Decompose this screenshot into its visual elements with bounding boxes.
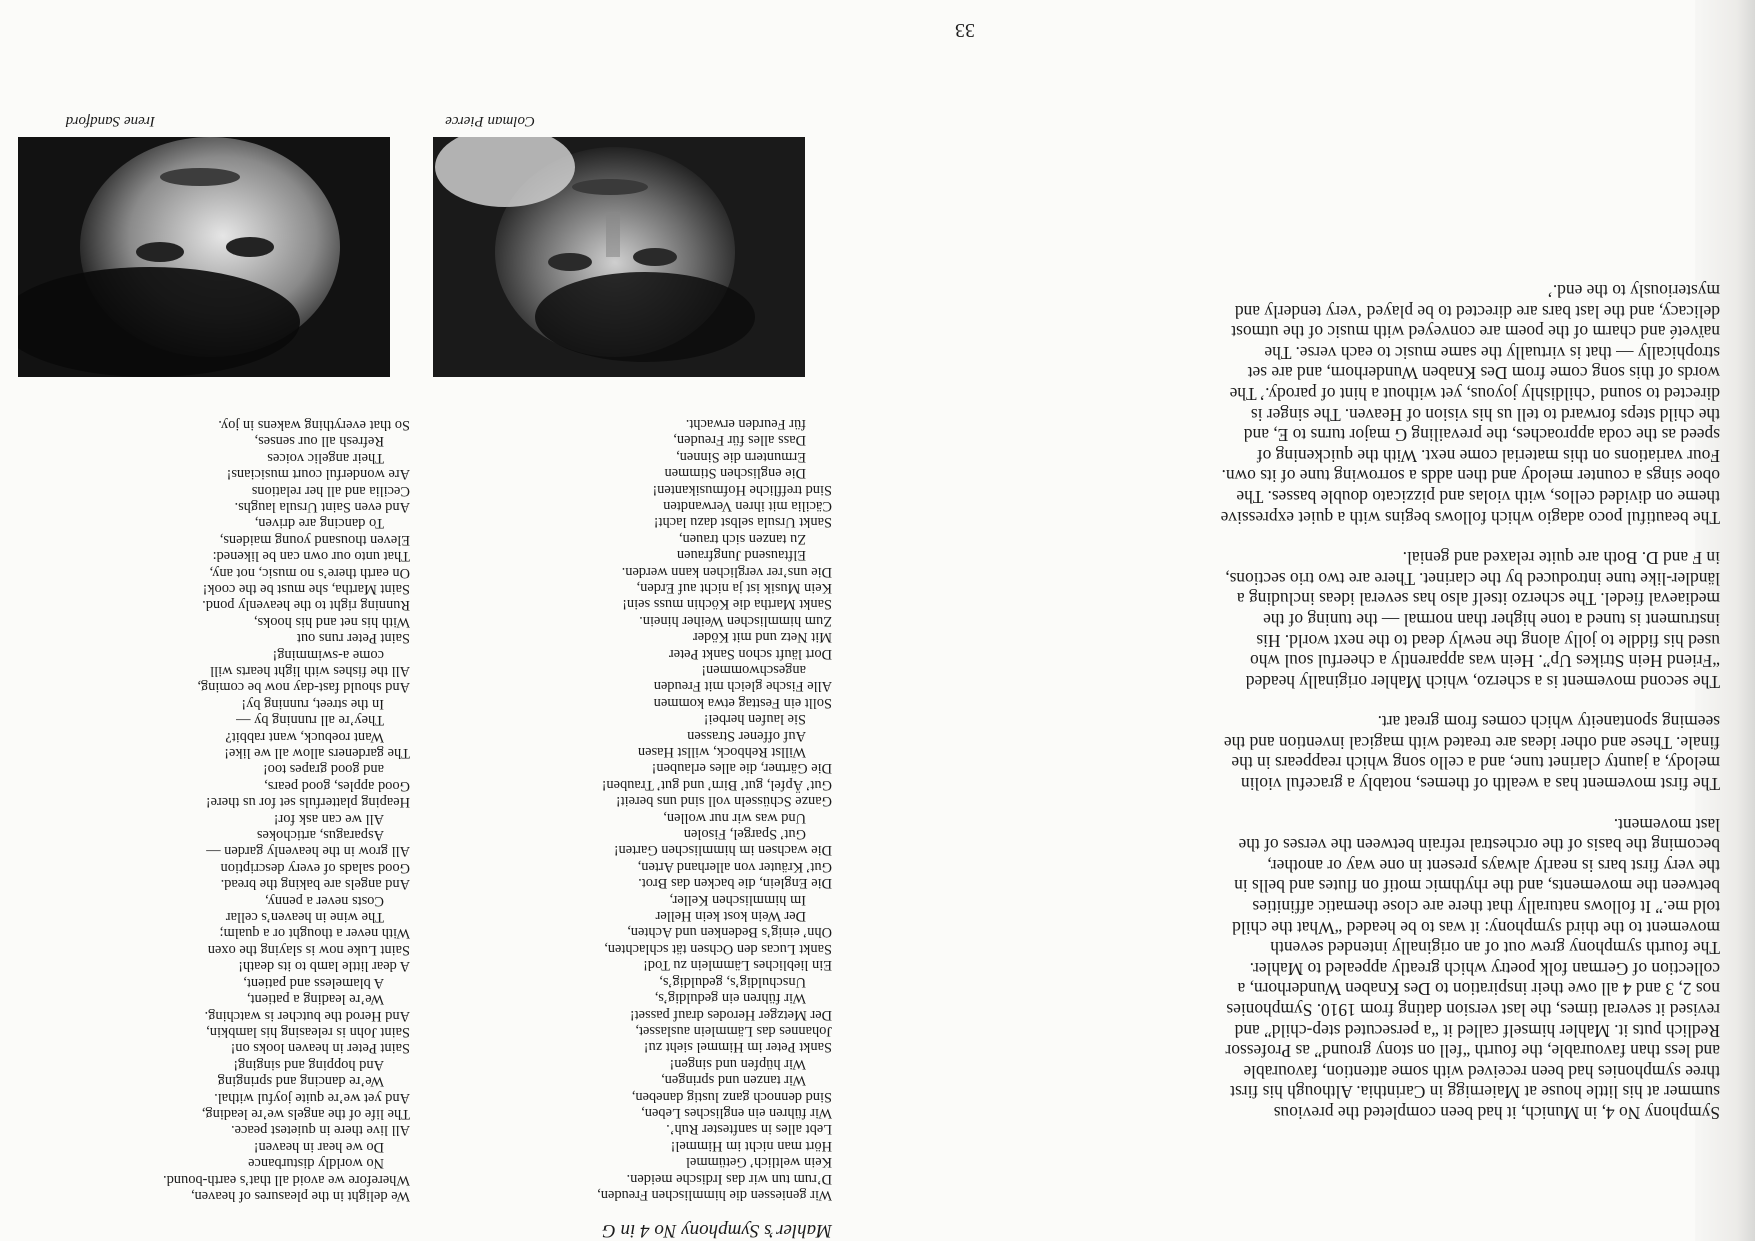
verse-line: Sind dennoch ganz lustig daneben, (631, 1088, 832, 1105)
verse-line: All live there in quietest peace. (230, 1122, 410, 1139)
verse-line: And yet we’re quite joyful withal. (214, 1089, 410, 1106)
verse-line: We’re leading a patient, (246, 991, 384, 1008)
prose-paragraph: The beautiful poco adagio which follows begins with a quiet expressive theme on divided cellos, with violas and pizzicato double basses. The oboe sings a counter melody and then adds a sorrowing tune of its own. Four variations on this material come next. With the quickening of speed as the coda approaches, the prevailing G major turns to E, and the child steps forward to tell us his vision of Heaven. The singer is directed to sound ‘childishly joyous, yet without a hint of parody.’ The words of this song come from Des Knaben Wunderhorn, and are set strophically — that is virtually the same music to each verse. The naïveté and charm of the poem are conveyed with music of the utmost delicacy, and the last bars are directed to be played ‘very tenderly and mysteriously to the end.’ (1220, 281, 1720, 528)
verse-line: Gut’ Äpfel, gut’ Birn’ und gut’ Trauben! (601, 776, 832, 793)
verse-line: Auf offener Strassen (687, 727, 806, 744)
english-verse (0, 417, 410, 1205)
verse-line: Willst Rehbock, willst Hasen (637, 744, 806, 761)
verse-line: Elftausend Jungfrauen (676, 547, 806, 564)
verse-line: And should fast-day now be coming, (197, 679, 410, 696)
verse-line: Sankt Peter im Himmel sieht zu! (643, 1039, 832, 1056)
verse-line: All we can ask for! (273, 810, 384, 827)
verse-line: Johannes das Lämmlein auslasset, (635, 1022, 832, 1039)
verse-line: für Feurden erwacht. (685, 415, 806, 432)
photo-caption: Colman Pierce (445, 113, 535, 129)
verse-line: Refresh all our senses, (254, 433, 384, 450)
verse-line: Sollt ein Festtag etwa kommen (653, 694, 832, 711)
german-lyrics (472, 416, 832, 1241)
verse-line: Running right to the heavenly pond. (202, 597, 410, 614)
verse-line: Mit Netz und mit Köder (692, 629, 832, 646)
verse-line: So that everything wakens in joy. (218, 416, 410, 433)
verse-line: Costs never a penny, (265, 892, 384, 909)
verse-line: And even Saint Ursula laughs. (234, 498, 410, 515)
verse-line: Die Englein, die backen das Brot. (638, 875, 832, 892)
verse-line: Saint Peter runs out (296, 630, 410, 647)
verse-line: Good salads of every description (220, 859, 410, 876)
verse-line: No worldly disturbance (248, 1155, 384, 1172)
verse-line: Saint Peter in heaven looks on! (230, 1040, 410, 1057)
page-number: 33 (955, 19, 975, 41)
verse-line: Zum himmlischen Weiher hinein. (639, 612, 832, 629)
verse-line: D’rum tun wir das Irdische meiden. (626, 1170, 832, 1187)
verse-line: Unschuldig’s, geduldig’s, (659, 973, 806, 990)
verse-line: Die englischen Stimmen (664, 465, 806, 482)
verse-line: Cäcilia mit ihren Verwandten (663, 497, 832, 514)
verse-line: Ermuntern die Sinnen, (676, 448, 806, 465)
verse-line: Saint Luke now is slaying the oxen (207, 941, 410, 958)
verse-line: On earth there’s no music, not any, (209, 564, 410, 581)
verse-line: To dancing are driven, (254, 515, 384, 532)
verse-line: Want roebuck, want rabbit? (225, 728, 384, 745)
verse-line: Eleven thousand young maidens, (219, 531, 410, 548)
verse-line: Do we hear in heaven! (253, 1138, 384, 1155)
verse-line: The wine in heaven’s cellar (225, 909, 384, 926)
verse-line: Wir geniessen die himmlischen Freuden, (597, 1187, 832, 1203)
verse-line: angeschwommen! (701, 662, 806, 678)
verse-line: All the fishes with light hearts will (210, 663, 410, 679)
verse-line: With never a thought or a qualm; (219, 925, 410, 942)
verse-line: Dass alles für Freuden, (673, 432, 806, 449)
prose-paragraph: Symphony No 4, in Munich, it had been completed the previous summer at his little house at Maiernigg in Carinthia. Although his first three symphonies had been received with some attention, favourable and less than favourable, the fourth “fell on stony ground” as Professor Redlich puts it. Mahler himself called it “a persecuted step-child” and revised it several times, the last version dating from 1910. Symphonies nos 2, 3 and 4 all owe their inspiration to Des Knaben Wunderhorn, a collection of German folk poetry which greatly appealed to Mahler. The fourth symphony grew out of an originally intended seventh movement to the third symphony: it was to be headed “What the child told me.” It follows naturally that there are close thematic affinities between the movements, and the rhythmic motif on flutes and bells in the very first bars is nearly always present in one way or another, becoming the basis of the orchestral refrain between the verses of the last movement. (1225, 814, 1720, 1123)
verse-line: Der Wein kost kein Heller (655, 908, 806, 925)
verse-line: We delight in the pleasures of heaven, (190, 1188, 410, 1204)
verse-line: Wir tanzen und springen, (661, 1072, 806, 1089)
verse-line: Asparagus, artichokes (256, 827, 384, 844)
portrait-photo-irene-sandford (18, 137, 390, 377)
verse-title: Mahler’s Symphony No 4 in G (602, 1220, 832, 1241)
verse-line: That unto our own can be likened: (212, 548, 410, 565)
verse-line: Hört man nicht im Himmel! (670, 1137, 832, 1154)
verse-line: Saint John is releasing his lambkin, (206, 1023, 410, 1040)
verse-line: Im himmlischen Keller, (669, 891, 806, 908)
verse-line: Die uns’rer verglichen kann werden. (621, 563, 832, 580)
verse-line: A dear little lamb to its death! (238, 958, 410, 975)
verse-line: Lebt alles in sanftester Ruh’. (666, 1121, 832, 1138)
verse-line: And hopping and singing! (233, 1056, 384, 1073)
verse-line: Die wachsen im himmlischen Garten! (613, 842, 832, 859)
verse-line: Wir führen ein geduldig’s, (654, 990, 806, 1007)
verse-line: Saint Martha, she must be the cook! (202, 580, 410, 597)
verse-line: Kein weltlich’ Getümmel (686, 1154, 832, 1171)
verse-line: With his net and his hooks, (253, 613, 410, 630)
verse-line: Und was wir nur wollen, (663, 809, 806, 826)
prose-paragraph: The second movement is a scherzo, which Mahler originally headed “Friend Hein Strikes Up”. Hein was apparently a cheerful soul who used his fiddle to jolly along the newly dead to the next world. His instrument is tuned a tone higher than normal — the tuning of the mediaeval fiedel. The scherzo itself also has several ideas including a ländler-like tune introduced by the clarinet. There are two trio sections, in F and D. Both are quite relaxed and genial. (1225, 548, 1720, 692)
verse-line: Their angelic voices (267, 449, 384, 466)
verse-line: And Herod the butcher is watching. (204, 1007, 410, 1024)
verse-line: Dort läuft schon Sankt Peter (668, 645, 832, 662)
verse-line: The life of the angels we’re leading, (201, 1105, 410, 1122)
verse-line: All grow in the heavenly garden — (206, 843, 410, 860)
verse-line: and good grapes too! (262, 761, 384, 778)
verse-line: Ohn’ einig’s Bedenken und Achten, (627, 924, 832, 941)
verse-line: Heaping platterfuls set for us there! (205, 794, 410, 811)
verse-line: A blameless and patient, (243, 974, 384, 991)
verse-line: Die Gärtner, die alles erlauben! (651, 760, 832, 777)
verse-line: Zu tanzen sich trauen, (678, 530, 806, 547)
verse-line: We’re dancing and springing (217, 1073, 384, 1090)
verse-line: Ein liebliches Lämmlein zu Tod! (643, 957, 832, 974)
portrait-photo-colman-pierce (433, 137, 805, 377)
verse-line: Kein Musik ist ja nicht auf Erden, (636, 579, 832, 596)
verse-line: Sankt Ursula selbst dazu lacht! (653, 514, 832, 531)
verse-line: And angels are baking the bread. (220, 876, 410, 893)
verse-line: Wir hüpfen und singen! (669, 1055, 806, 1072)
verse-line: Sie laufen herbei! (703, 711, 806, 728)
verse-line: Wherefore we avoid all that’s earth-bound. (163, 1171, 410, 1188)
verse-line: Wir führen ein englisches Leben, (641, 1104, 832, 1121)
english-lyrics (0, 417, 410, 1241)
programme-notes (1220, 260, 1720, 1123)
verse-line: Alle Fische gleich mit Freuden (653, 678, 832, 695)
prose-paragraph: The first movement has a wealth of themes, notably a graceful violin melody, a jaunty clarinet tune, and a cello song which reappears in the finale. These and other ideas are treated with magical invention and the seeming spontaneity which comes from great art. (1223, 712, 1720, 795)
verse-line: Gut’ Spargel, Fisolen (683, 826, 806, 843)
verse-line: Sankt Lucas den Ochsen tät schlachten, (604, 940, 832, 957)
verse-line: Gut’ Kräuter von allerhand Arten, (637, 858, 832, 875)
portrait-image (18, 137, 390, 377)
verse-line: The gardeners allow all we like! (224, 745, 410, 762)
photo-caption: Irene Sandford (65, 113, 155, 129)
verse-line: In the street, running by! (241, 695, 384, 712)
verse-line: Cecilia and all her relations (251, 482, 410, 499)
verse-line: They’re all running by — (236, 712, 384, 729)
verse-line: Good apples, good pears, (264, 777, 410, 794)
verse-line: come a-swimming! (272, 646, 384, 663)
verse-line: Are wonderful court musicians! (226, 466, 410, 483)
verse-line: Sind treffliche Hofmusikanten! (652, 481, 832, 498)
portrait-image (433, 137, 805, 377)
german-verse (472, 416, 832, 1204)
verse-line: Sankt Martha die Köchin muss sein! (622, 596, 832, 613)
verse-line: Der Metzger Herodes drauf passet! (629, 1006, 832, 1023)
verse-line: Ganze Schüsseln voll sind uns bereit! (615, 793, 832, 810)
